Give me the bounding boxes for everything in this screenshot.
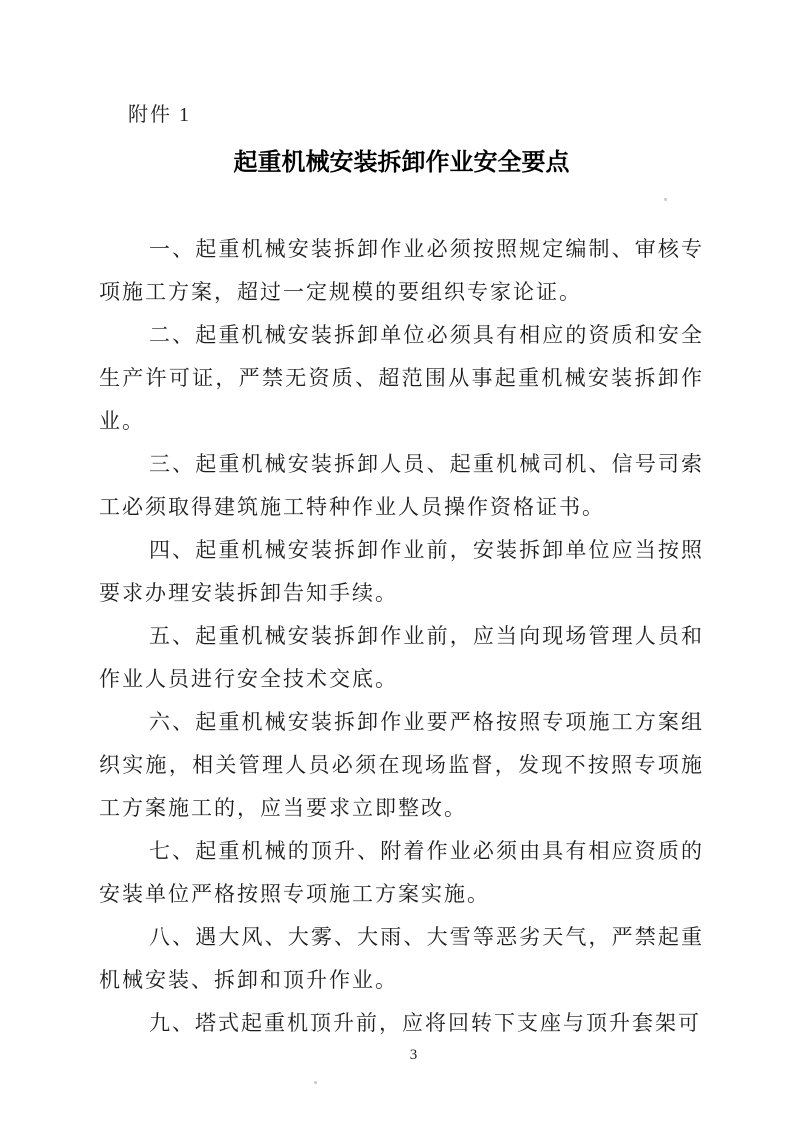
scan-artifact-dot [314,1081,317,1084]
paragraph-8: 八、遇大风、大雾、大雨、大雪等恶劣天气，严禁起重机械安装、拆卸和顶升作业。 [99,925,704,992]
paragraph-2: 二、起重机械安装拆卸单位必须具有相应的资质和安全生产许可证，严禁无资质、超范围从事起重机械安装拆卸作业。 [99,323,704,433]
paragraph-6: 六、起重机械安装拆卸作业要严格按照专项施工方案组织实施，相关管理人员必须在现场监督，发现不按照专项施工方案施工的，应当要求立即整改。 [99,710,704,820]
paragraph-4: 四、起重机械安装拆卸作业前，安装拆卸单位应当按照要求办理安装拆卸告知手续。 [99,538,704,605]
paragraph-1: 一、起重机械安装拆卸作业必须按照规定编制、审核专项施工方案，超过一定规模的要组织专家论证。 [99,237,704,304]
attachment-label: 附件 1 [128,104,191,126]
paragraph-5: 五、起重机械安装拆卸作业前，应当向现场管理人员和作业人员进行安全技术交底。 [99,624,704,691]
document-title: 起重机械安装拆卸作业安全要点 [233,148,570,176]
paragraph-3: 三、起重机械安装拆卸人员、起重机械司机、信号司索工必须取得建筑施工特种作业人员操作资格证书。 [99,452,704,519]
scan-artifact-dot [664,198,667,201]
paragraph-7: 七、起重机械的顶升、附着作业必须由具有相应资质的安装单位严格按照专项施工方案实施。 [99,839,704,906]
document-body [99,228,704,1045]
paragraph-9: 九、塔式起重机顶升前，应将回转下支座与顶升套架可 [149,1011,701,1035]
page-number: 3 [409,1047,418,1063]
